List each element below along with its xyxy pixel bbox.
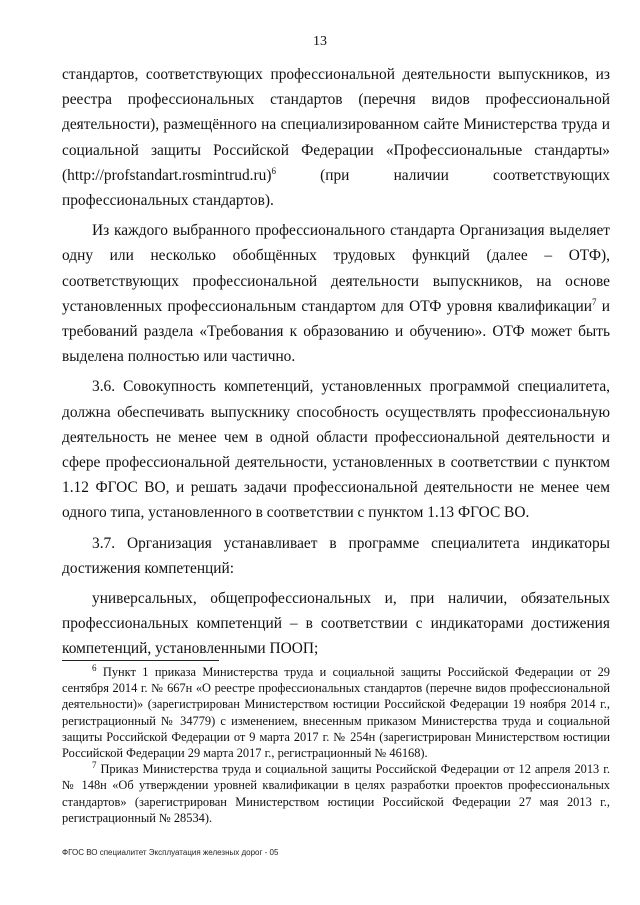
footnote-ref-6[interactable]: 6 — [271, 165, 276, 176]
paragraph-professional-standards — [62, 62, 610, 213]
footnote-6 — [62, 664, 610, 761]
footnote-mark: 6 — [92, 662, 97, 673]
paragraph-competencies: универсальных, общепрофессиональных и, при наличии, обязательных профессиональных компетенций – в соответствии с индикаторами достижения компетенций, установленными ПООП; — [62, 590, 610, 658]
footnote-text: Пункт 1 приказа Министерства труда и социальной защиты Российской Федерации от 29 сентября 2014 г. № 667н «О реестре профессиональных стандартов (перечне видов профессиональной деятельности)» (зарегистрирован Министерством юстиции Российской Федерации 19 ноября 2014 г., регистрационный № 34779) с изменением, внесенным приказом Министерства труда и социальной защиты Российской Федерации от 9 марта 2017 г. № 254н (зарегистрирован Министерством юстиции Российской Федерации 29 марта 2017 г., регистрационный № 46168). — [62, 665, 610, 761]
footnotes — [62, 664, 610, 826]
footnote-text: Приказ Министерства труда и социальной защиты Российской Федерации от 12 апреля 2013 г. № 148н «Об утверждении уровней квалификации в целях разработки проектов профессиональных стандартов» (зарегистрирован Министерством юстиции Российской Федерации 27 мая 2013 г., регистрационный № 28534). — [62, 762, 610, 825]
footnote-separator — [62, 660, 219, 661]
paragraph-otf — [62, 218, 610, 369]
paragraph-text: Из каждого выбранного профессионального стандарта Организация выделяет одну или несколько обобщённых трудовых функций (далее – ОТФ), соответствующих профессиональной деятельности выпускников, на основе установленных профессиональным стандартом для ОТФ уровня квалификации — [62, 222, 610, 315]
paragraph-text: и требований раздела «Требования к образованию и обучению». ОТФ может быть выделена полностью или частично. — [62, 297, 610, 366]
footnote-mark: 7 — [92, 760, 97, 771]
footnote-7 — [62, 761, 610, 826]
page-number: 13 — [313, 34, 327, 49]
body-text — [62, 62, 610, 667]
paragraph-text: (при наличии соответствующих профессиональных стандартов). — [62, 166, 610, 210]
paragraph-3-7: 3.7. Организация устанавливает в программе специалитета индикаторы достижения компетенций: — [62, 534, 610, 577]
paragraph-3-6: 3.6. Совокупность компетенций, установленных программой специалитета, должна обеспечивать выпускнику способность осуществлять профессиональную деятельность не менее чем в одной области профессиональной деятельности и сфере профессиональной деятельности, установленных в соответствии с пунктом 1.12 ФГОС ВО, и решать задачи профессиональной деятельности не менее чем одного типа, установленного в соответствии с пунктом 1.13 ФГОС ВО. — [62, 378, 610, 522]
paragraph-text: стандартов, соответствующих профессиональной деятельности выпускников, из реестра профессиональных стандартов (перечня видов профессиональной деятельности), размещённого на специализированном сайте Министерства труда и социальной защиты Российской Федерации «Профессиональные стандарты» (http://profstandart.rosmintrud.ru) — [62, 66, 610, 184]
footnote-ref-7[interactable]: 7 — [592, 296, 597, 307]
page-footer: ФГОС ВО специалитет Эксплуатация железных дорог - 05 — [62, 848, 279, 857]
